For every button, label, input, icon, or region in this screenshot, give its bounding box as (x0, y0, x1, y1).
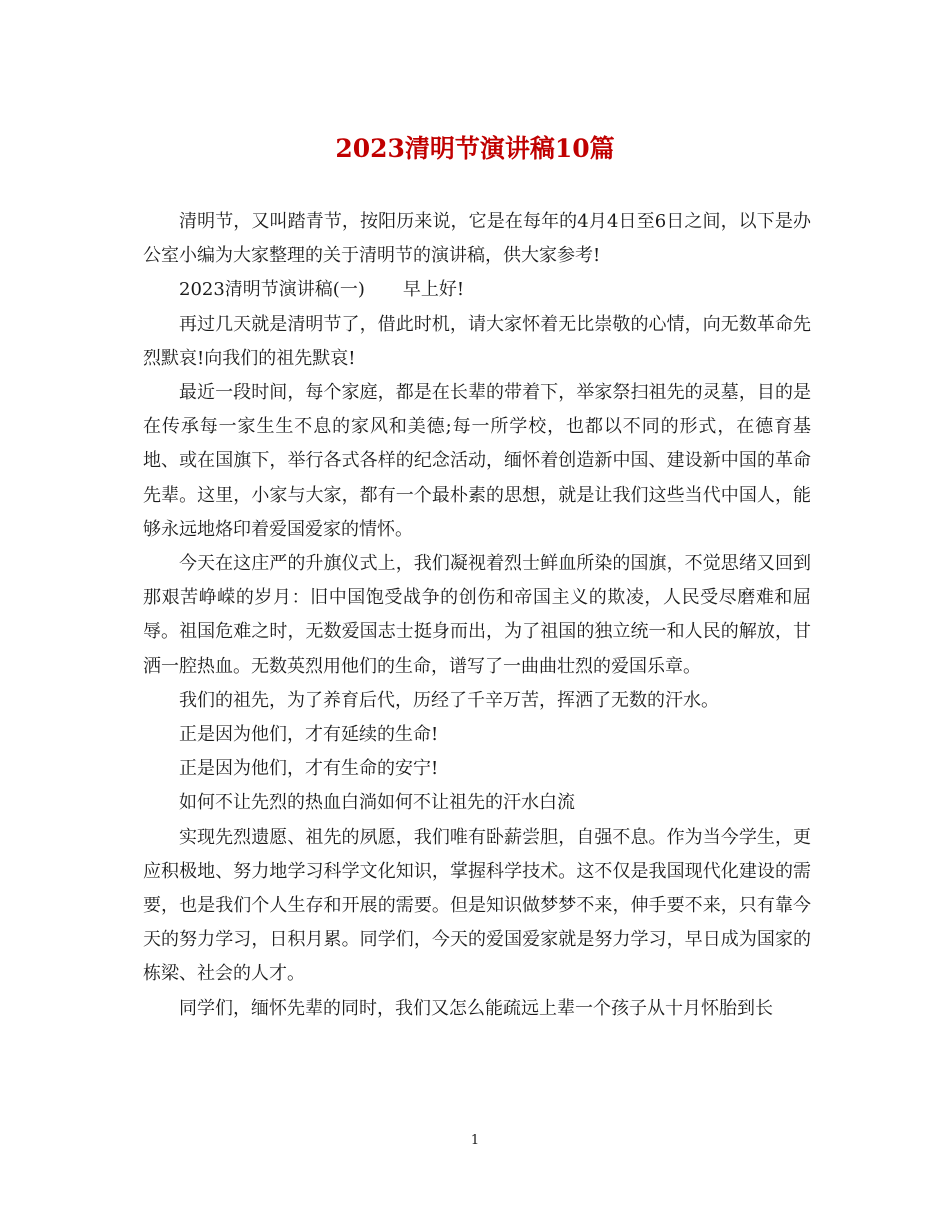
greeting: 早上好! (402, 279, 465, 301)
speech-heading-line (143, 273, 811, 307)
body-paragraph: 我们的祖先，为了养育后代，历经了千辛万苦，挥洒了无数的汗水。 (179, 689, 719, 711)
page-number: 1 (470, 1133, 480, 1148)
body-paragraph: 同学们，缅怀先辈的同时，我们又怎么能疏远上辈一个孩子从十月怀胎到长 (179, 997, 773, 1019)
body-paragraph: 再过几天就是清明节了，借此时机，请大家怀着无比崇敬的心情，向无数革命先烈默哀!向我们的祖先默哀! (143, 313, 811, 369)
body-paragraph: 正是因为他们，才有延续的生命! (179, 724, 439, 746)
body-paragraph: 实现先烈遗愿、祖先的夙愿，我们唯有卧薪尝胆，自强不息。作为当今学生，更应积极地、努力地学习科学文化知识，掌握科学技术。这不仅是我国现代化建设的需要，也是我们个人生存和开展的需要。但是知识做梦梦不来，伸手要不来，只有靠今天的努力学习，日积月累。同学们，今天的爱国爱家就是努力学习，早日成为国家的栋梁、社会的人才。 (143, 826, 811, 985)
document-body (143, 205, 811, 1026)
speech-heading: 2023清明节演讲稿(一) (179, 279, 365, 301)
intro-paragraph: 清明节，又叫踏青节，按阳历来说，它是在每年的4月4日至6日之间，以下是办公室小编为大家整理的关于清明节的演讲稿，供大家参考! (143, 211, 811, 267)
body-paragraph: 最近一段时间，每个家庭，都是在长辈的带着下，举家祭扫祖先的灵墓，目的是在传承每一家生生不息的家风和美德;每一所学校，也都以不同的形式，在德育基地、或在国旗下，举行各式各样的纪念活动，缅怀着创造新中国、建设新中国的革命先辈。这里，小家与大家，都有一个最朴素的思想，就是让我们这些当代中国人，能够永远地烙印着爱国爱家的情怀。 (143, 382, 811, 540)
document-title: 2023清明节演讲稿10篇 (335, 134, 615, 163)
body-paragraph: 正是因为他们，才有生命的安宁! (179, 758, 439, 780)
body-paragraph: 如何不让先烈的热血白淌如何不让祖先的汗水白流 (179, 792, 575, 814)
body-paragraph: 今天在这庄严的升旗仪式上，我们凝视着烈士鲜血所染的国旗，不觉思绪又回到那艰苦峥嵘的岁月：旧中国饱受战争的创伤和帝国主义的欺凌，人民受尽磨难和屈辱。祖国危难之时，无数爱国志士挺身而出，为了祖国的独立统一和人民的解放，甘洒一腔热血。无数英烈用他们的生命，谱写了一曲曲壮烈的爱国乐章。 (143, 553, 811, 677)
